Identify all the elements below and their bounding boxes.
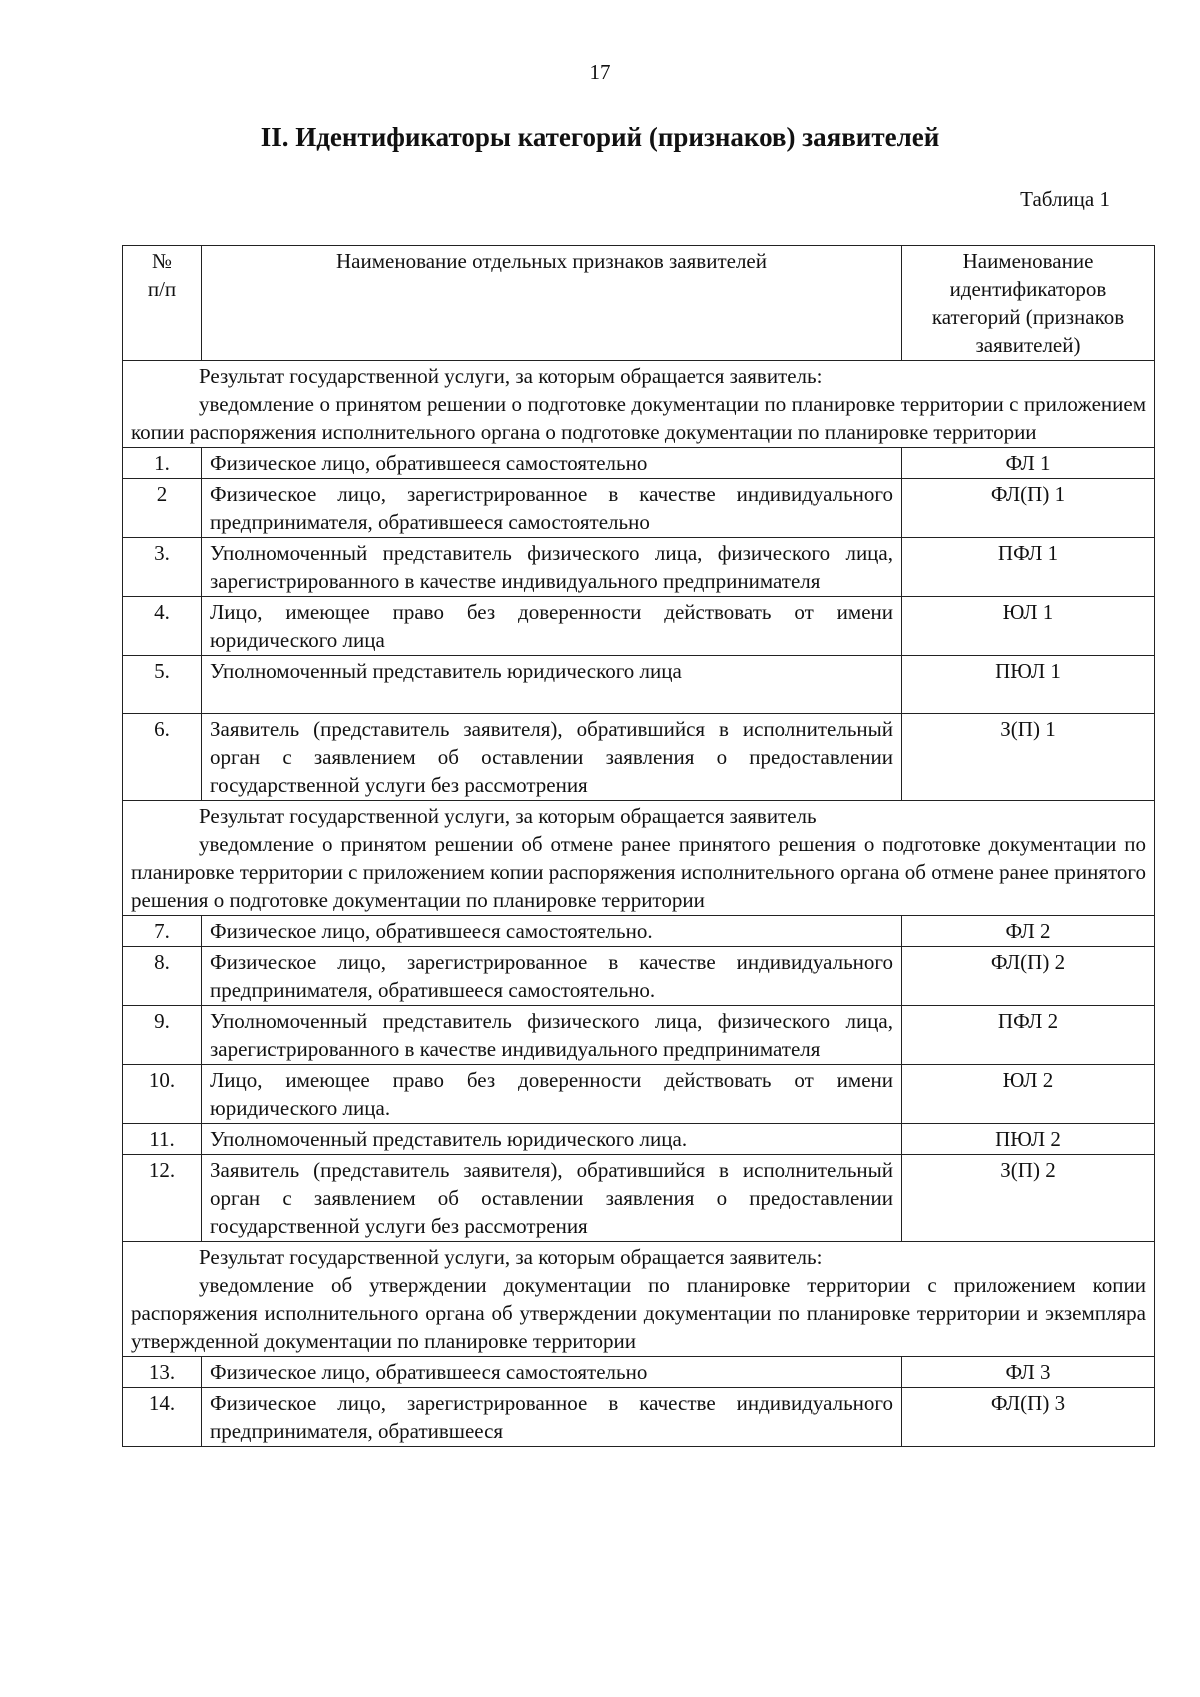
group-result-line: Результат государственной услуги, за которым обращается заявитель: <box>199 1245 823 1269</box>
row-name: Уполномоченный представитель юридического лица <box>202 656 902 714</box>
row-code: ПФЛ 2 <box>902 1006 1155 1065</box>
row-number: 10. <box>123 1065 202 1124</box>
row-code: ФЛ(П) 2 <box>902 947 1155 1006</box>
row-code: ФЛ(П) 1 <box>902 479 1155 538</box>
table-row <box>123 656 1155 714</box>
table-row <box>123 1065 1155 1124</box>
group-result-line: Результат государственной услуги, за которым обращается заявитель <box>199 804 817 828</box>
row-code: ПЮЛ 1 <box>902 656 1155 714</box>
group-row <box>123 361 1155 448</box>
group-result-cell <box>123 801 1155 916</box>
row-number: 5. <box>123 656 202 714</box>
applicant-categories-table <box>122 245 1155 1447</box>
row-number: 1. <box>123 448 202 479</box>
row-code: ФЛ 3 <box>902 1357 1155 1388</box>
table-row <box>123 1388 1155 1447</box>
table-row <box>123 947 1155 1006</box>
header-number-cell <box>123 246 202 361</box>
row-number: 8. <box>123 947 202 1006</box>
table-row <box>123 1124 1155 1155</box>
table-row <box>123 448 1155 479</box>
row-code: ПФЛ 1 <box>902 538 1155 597</box>
table-row <box>123 1006 1155 1065</box>
row-name: Уполномоченный представитель физического лица, физического лица, зарегистрированного в качестве индивидуального предпринимателя <box>202 1006 902 1065</box>
table-row <box>123 916 1155 947</box>
table-row <box>123 1357 1155 1388</box>
table-row <box>123 538 1155 597</box>
row-code: З(П) 1 <box>902 714 1155 801</box>
row-name: Уполномоченный представитель юридического лица. <box>202 1124 902 1155</box>
row-name: Лицо, имеющее право без доверенности действовать от имени юридического лица <box>202 597 902 656</box>
row-name: Физическое лицо, обратившееся самостоятельно. <box>202 916 902 947</box>
table-header-row <box>123 246 1155 361</box>
group-result-line: Результат государственной услуги, за которым обращается заявитель: <box>199 364 823 388</box>
page-number: 17 <box>589 60 611 84</box>
row-number: 13. <box>123 1357 202 1388</box>
group-description: уведомление об утверждении документации по планировке территории с приложением копии распоряжения исполнительного органа об утверждении документации по планировке территории и экземпляра утвержденной документации по планировке территории <box>131 1273 1146 1353</box>
row-name: Заявитель (представитель заявителя), обратившийся в исполнительный орган с заявлением об оставлении заявления о предоставлении государственной услуги без рассмотрения <box>202 714 902 801</box>
row-code: ПЮЛ 2 <box>902 1124 1155 1155</box>
group-row <box>123 801 1155 916</box>
row-number: 6. <box>123 714 202 801</box>
row-code: ФЛ(П) 3 <box>902 1388 1155 1447</box>
table-row <box>123 714 1155 801</box>
header-name-cell: Наименование отдельных признаков заявителей <box>202 246 902 361</box>
row-number: 12. <box>123 1155 202 1242</box>
row-name: Физическое лицо, зарегистрированное в качестве индивидуального предпринимателя, обратившееся <box>202 1388 902 1447</box>
group-row <box>123 1242 1155 1357</box>
row-number: 11. <box>123 1124 202 1155</box>
group-description: уведомление о принятом решении об отмене ранее принятого решения о подготовке документации по планировке территории с приложением копии распоряжения исполнительного органа об отмене ранее принятого решения о подготовке документации по планировке территории <box>131 832 1146 912</box>
header-number-abbr: п/п <box>147 277 177 301</box>
table-row <box>123 1155 1155 1242</box>
row-name: Физическое лицо, зарегистрированное в качестве индивидуального предпринимателя, обратившееся самостоятельно <box>202 479 902 538</box>
table-row <box>123 597 1155 656</box>
row-number: 3. <box>123 538 202 597</box>
row-code: ФЛ 2 <box>902 916 1155 947</box>
row-name: Лицо, имеющее право без доверенности действовать от имени юридического лица. <box>202 1065 902 1124</box>
header-number-sign: № <box>151 249 173 273</box>
row-number: 2 <box>123 479 202 538</box>
header-code-cell: Наименование идентификаторов категорий (признаков заявителей) <box>902 246 1155 361</box>
table-caption: Таблица 1 <box>1020 187 1110 211</box>
row-name: Физическое лицо, зарегистрированное в качестве индивидуального предпринимателя, обратившееся самостоятельно. <box>202 947 902 1006</box>
row-code: ЮЛ 2 <box>902 1065 1155 1124</box>
row-number: 7. <box>123 916 202 947</box>
row-code: ФЛ 1 <box>902 448 1155 479</box>
group-result-cell <box>123 1242 1155 1357</box>
row-name: Заявитель (представитель заявителя), обратившийся в исполнительный орган с заявлением об оставлении заявления о предоставлении государственной услуги без рассмотрения <box>202 1155 902 1242</box>
row-number: 14. <box>123 1388 202 1447</box>
row-code: ЮЛ 1 <box>902 597 1155 656</box>
group-description: уведомление о принятом решении о подготовке документации по планировке территории с приложением копии распоряжения исполнительного органа о подготовке документации по планировке территории <box>131 392 1146 444</box>
row-name: Физическое лицо, обратившееся самостоятельно <box>202 1357 902 1388</box>
table-row <box>123 479 1155 538</box>
row-number: 4. <box>123 597 202 656</box>
group-result-cell <box>123 361 1155 448</box>
row-code: З(П) 2 <box>902 1155 1155 1242</box>
row-number: 9. <box>123 1006 202 1065</box>
section-title: II. Идентификаторы категорий (признаков) заявителей <box>260 122 940 152</box>
row-name: Физическое лицо, обратившееся самостоятельно <box>202 448 902 479</box>
row-name: Уполномоченный представитель физического лица, физического лица, зарегистрированного в качестве индивидуального предпринимателя <box>202 538 902 597</box>
